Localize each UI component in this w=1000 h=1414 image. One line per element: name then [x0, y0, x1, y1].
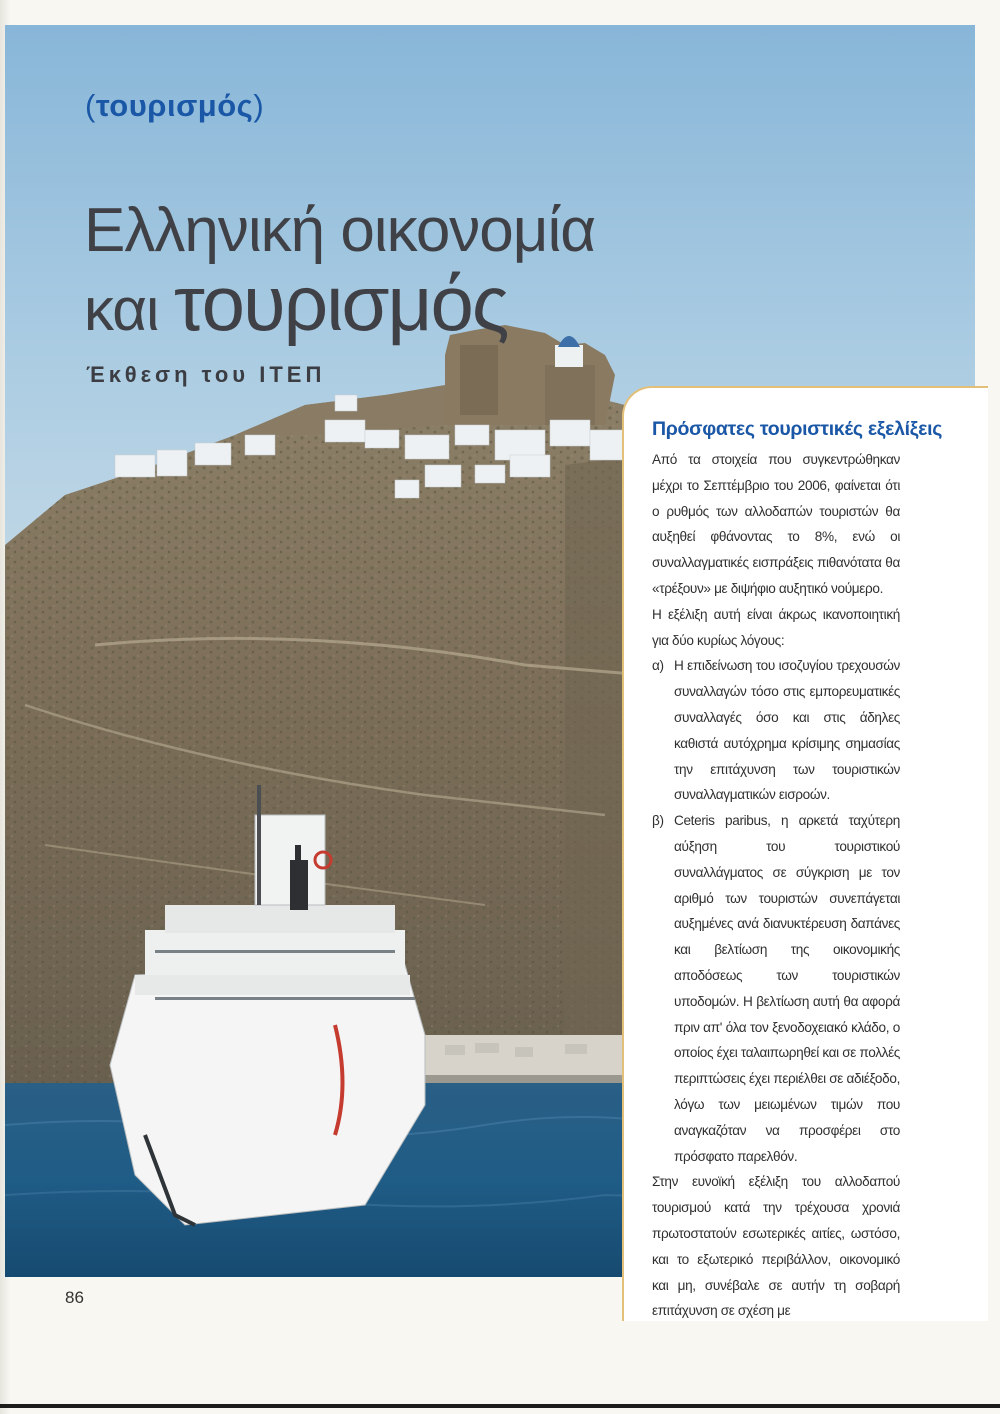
article-title — [84, 195, 595, 346]
paragraph-1: Από τα στοιχεία που συγκεντρώθηκαν μέχρι το Σεπτέμβριο του 2006, φαίνεται ότι ο ρυθμός των αλλοδαπών τουριστών θα αυξηθεί φθάνοντας το 8%, ενώ οι συναλλαγματικές εισπράξεις πιθανότατα θα «τρέξουν» με διψήφιο αυξητικό νούμερο. — [652, 452, 900, 596]
section-tag: (τουρισμός) — [85, 88, 265, 123]
title-line-2-big: τουρισμός — [173, 259, 508, 347]
page-number: 86 — [65, 1288, 84, 1307]
text-column — [652, 418, 943, 1324]
list-marker-a: α) — [652, 658, 664, 674]
list-text-b: Ceteris paribus, η αρκετά ταχύτερη αύξηση του τουριστικού συναλλάγματος σε σύγκριση με τον αριθμό των τουριστών συνεπάγεται αυξημένες ανά διανυκτέρευση δαπάνες και βελτίωση της οικονομικής αποδόσεως των τουριστικών υποδομών. Η βελτίωση αυτή θα αφορά πριν απ' όλα τον ξενοδοχειακό κλάδο, ο οποίος έχει ταλαιπωρηθεί και σε πολλές περιπτώσεις έχει περιέλθει σε αδιέξοδο, λόγω των μειωμένων τιμών που αναγκαζόταν να προσφέρει στο πρόσφατο παρελθόν. — [674, 813, 900, 1164]
text-column-box — [622, 386, 988, 1321]
title-line-1: Ελληνική οικονομία — [84, 196, 596, 265]
list-item-a — [652, 653, 900, 808]
paragraph-2: Η εξέλιξη αυτή είναι άκρως ικανοποιητική για δύο κυρίως λόγους: — [652, 606, 900, 648]
list-marker-b: β) — [652, 813, 664, 829]
column-heading: Πρόσφατες τουριστικές εξελίξεις — [652, 418, 943, 440]
list-text-a: Η επιδείνωση του ισοζυγίου τρεχουσών συναλλαγών τόσο στις εμπορευματικές συναλλαγές όσο και στις άδηλες καθιστά αυτόχρημα κρίσιμης σημασίας την επιτάχυνση των τουριστικών συναλλαγματικών εισροών. — [674, 658, 900, 803]
title-line-2-small: και — [84, 276, 159, 343]
article-subtitle: Έκθεση του ΙΤΕΠ — [86, 362, 326, 387]
title-line-2 — [84, 259, 595, 347]
section-tag-word: τουρισμός — [95, 88, 254, 123]
bottom-rule — [0, 1404, 1000, 1408]
paragraph-3: Στην ευνοϊκή εξέλιξη του αλλοδαπού τουρισμού κατά την τρέχουσα χρονιά πρωτοστατούν εσωτερικές αιτίες, ωστόσο, και το εξωτερικό περιβάλλον, οικονομικό και μη, συνέβαλε σε αυτήν τη σοβαρή επιτάχυνση σε σχέση με — [652, 1174, 900, 1319]
list-item-b — [652, 808, 900, 1169]
